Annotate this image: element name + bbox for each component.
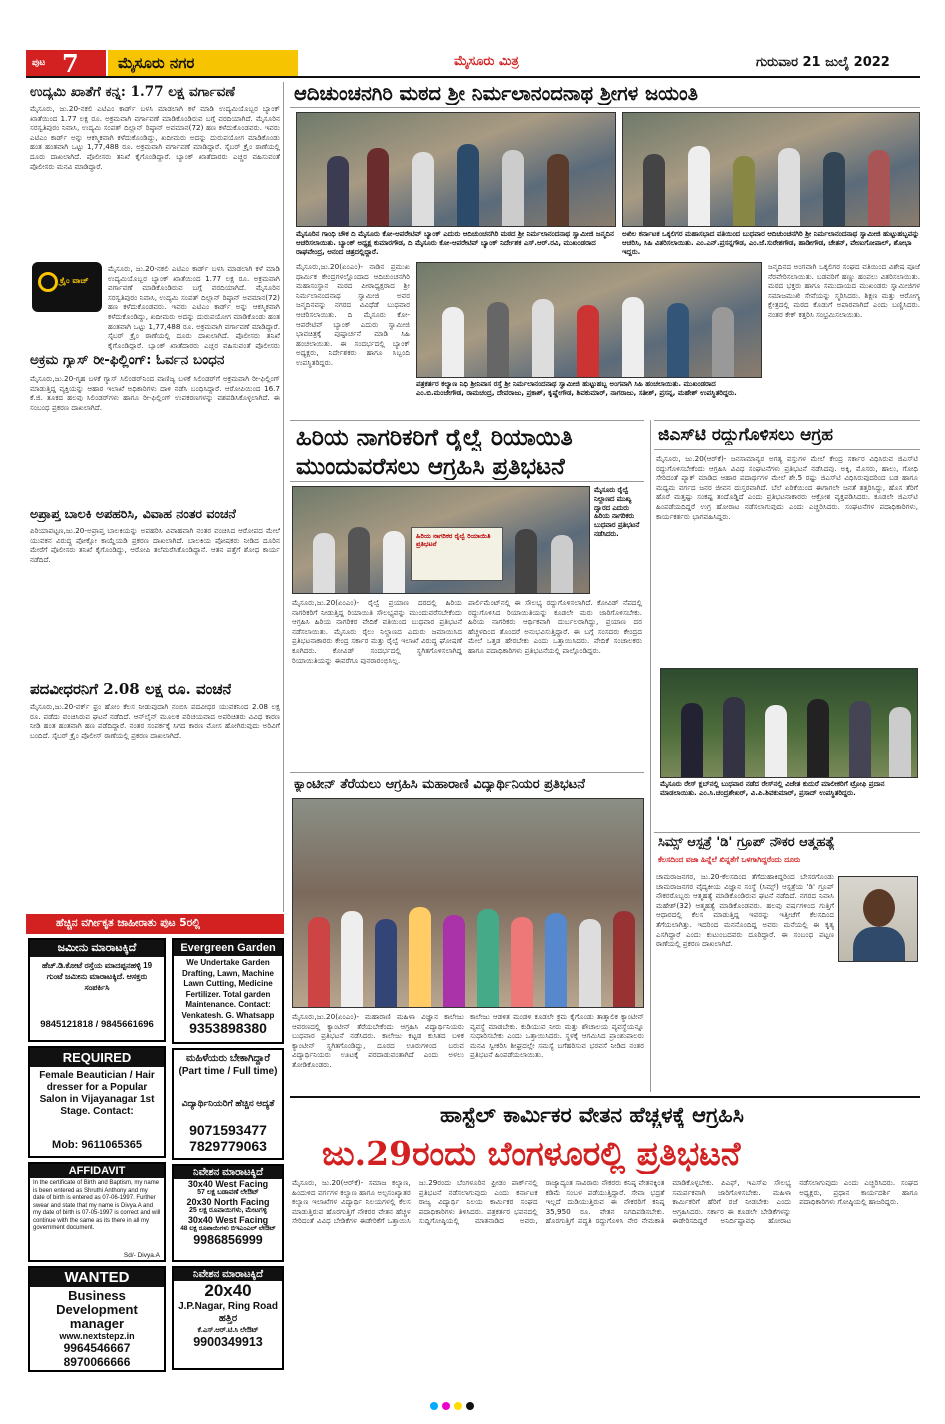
story-body: ಮೈಸೂರು,ಜು.20(ಏಂಎಂ)- ರೈಲ್ವೆ ಪ್ರಯಾಣ ದರದಲ್ಲಿ ಹಿರಿಯ ನಾಗರಿಕರಿಗೆ ನೀಡುತ್ತಿದ್ದ ರಿಯಾಯಿತಿ ಸೌಲಭ್ಯವನ್ನು ಮುಂದುವರೆಸಬೇಕೆಂದು ಆಗ್ರಹಿಸಿ ಹಿರಿಯ ನಾಗರಿಕರ ವೇದಿಕೆ ವತಿಯಿಂದ ಬುಧವಾರ ಪ್ರತಿಭಟನೆ ನಡೆಸಲಾಯಿತು. ಮೈಸೂರು ರೈಲು ನಿಲ್ದಾಣದ ಎದುರು ಜಮಾಯಿಸಿದ ಪ್ರತಿಭಟನಾಕಾರರು ಕೇಂದ್ರ ಸರ್ಕಾರ ಮತ್ತು ರೈಲ್ವೆ ಇಲಾಖೆ ವಿರುದ್ಧ ಘೋಷಣೆ ಕೂಗಿದರು. ಕೋವಿಡ್ ಸಂದರ್ಭದಲ್ಲಿ ಸ್ಥಗಿತಗೊಳಿಸಲಾಗಿದ್ದ ರಿಯಾಯಿತಿಯನ್ನು ಈವರೆಗೂ ಪುನರಾರಂಭಿಸಿಲ್ಲ. xyxy=(292,598,462,665)
ad-site-sale xyxy=(172,1164,284,1262)
photo-journalists-event xyxy=(416,262,762,378)
photo-side-caption: ಮೈಸೂರು ರೈಲ್ವೆ ನಿಲ್ದಾಣದ ಮುಖ್ಯ ದ್ವಾರದ ಎದುರು ಹಿರಿಯ ನಾಗರಿಕರು ಬುಧವಾರ ಪ್ರತಿಭಟನೆ ನಡೆಸಿದರು. xyxy=(594,486,640,538)
ad-title: ನಿವೇಶನ ಮಾರಾಟಕ್ಕಿದೆ xyxy=(174,1166,282,1179)
story-body: ಮೈಸೂರು, ಜು.20-ನಕಲಿ ಎಟಿಎಂ ಕಾರ್ಡ್ ಬಳಸಿ ಮಾಡಲಾಗಿ ಕಳೆ ಮಾಡಿ ಉದ್ಯಮಿಯೊಬ್ಬರ ಬ್ಯಾಂಕ್ ಖಾತೆಯಿಂದ 1.77 ಲಕ್ಷ ರೂ. ಅಕ್ರಮವಾಗಿ ವರ್ಗಾವಣೆ ಮಾಡಿಕೊಂಡಿರುವ ಬಗ್ಗೆ ವರದಿಯಾಗಿದೆ. ಮೈಸೂರಿನ ಸರಸ್ವತಿಪುರಂ ನಿವಾಸಿ, ಉದ್ಯಮಿ ಸಂಪತ್ ದಿಲ್ಲಾನ್ ರಿಷ್ಠಾನ್ ಅವಮಾನ(72) ಹಣ ಕಳೆದುಕೊಂಡವರು. ಇವರು ಎಟಿಎಂ ಕಾರ್ಡ್ ಅನ್ನು ಆಕಸ್ಮಿಕವಾಗಿ ಕಳೆದುಕೊಂಡಿದ್ದು, ಖದೀಮರು ಅದನ್ನು ದುರುಪಯೋಗ ಮಾಡಿಕೊಂಡು ಹಂತ ಹಂತವಾಗಿ ಒಟ್ಟು 1,77,488 ರೂ. ಅಕ್ರಮವಾಗಿ ವರ್ಗಾವಣೆ ಮಾಡಿದ್ದಾರೆ. ಸೈಬರ್ ಕ್ರೈಂ ಠಾಣೆಯಲ್ಲಿ ದೂರು ದಾಖಲಾಗಿದೆ. ಪೊಲೀಸರು ತನಿಖೆ ಕೈಗೊಂಡಿದ್ದಾರೆ. ಬ್ಯಾಂಕ್ ಖಾತೆದಾರರು ಎಚ್ಚರ ವಹಿಸುವಂತೆ ಪೊಲೀಸರು ಮನವಿ ಮಾಡಿದ್ದಾರೆ. xyxy=(30,104,280,171)
ad-evergreen-garden xyxy=(172,938,284,1044)
masthead xyxy=(26,50,920,78)
gst-headline: ಜಿಎಸ್‌ಟಿ ರದ್ದುಗೊಳಿಸಲು ಆಗ್ರಹ xyxy=(658,425,834,445)
story-body: ಪಾರ್ಲಿಮೆಂಟ್‌ನಲ್ಲಿ ಈ ಸೌಲಭ್ಯ ರದ್ದುಗೊಳಿಸಲಾಗಿದೆ. ಕೋವಿಡ್ ನೆಪದಲ್ಲಿ ರದ್ದುಗೊಳಿಸಿದ ರಿಯಾಯಿತಿಯನ್ನು ಕೂಡಲೇ ಮರು ಜಾರಿಗೊಳಿಸಬೇಕು. ಹಿರಿಯ ನಾಗರಿಕರು ಆರ್ಥಿಕವಾಗಿ ದುರ್ಬಲರಾಗಿದ್ದು, ಪ್ರಯಾಣ ದರ ಹೆಚ್ಚಳದಿಂದ ತೊಂದರೆ ಅನುಭವಿಸುತ್ತಿದ್ದಾರೆ. ಈ ಬಗ್ಗೆ ಸಂಸದರು ಕೇಂದ್ರದ ಮೇಲೆ ಒತ್ತಡ ಹೇರಬೇಕು ಎಂದು ಒತ್ತಾಯಿಸಿದರು. ವೇದಿಕೆ ಸಂಚಾಲಕರು ಹಾಗೂ ಪದಾಧಿಕಾರಿಗಳು ಪ್ರತಿಭಟನೆಯಲ್ಲಿ ಪಾಲ್ಗೊಂಡಿದ್ದರು. xyxy=(468,598,642,655)
ad-wanted-bdm xyxy=(28,1266,166,1372)
ad-text: J.P.Nagar, Ring Road ಹತ್ತಿರ xyxy=(178,1301,278,1324)
hostel-headline-box xyxy=(290,1096,920,1174)
ad-sign: Sd/- Divya.A xyxy=(123,1252,160,1259)
story-body: ಕಾಲೇಜು ಆಡಳಿತ ಮಂಡಳಿ ಕೂಡಲೇ ಕ್ರಮ ಕೈಗೊಂಡು ತಾತ್ಕಾಲಿಕ ಕ್ಯಾಂಟೀನ್ ವ್ಯವಸ್ಥೆ ಮಾಡಬೇಕು. ಕುಡಿಯುವ ನೀರು ಮತ್ತು ಶೌಚಾಲಯ ವ್ಯವಸ್ಥೆಯನ್ನೂ ಸುಧಾರಿಸಬೇಕು ಎಂದು ಒತ್ತಾಯಿಸಿದರು. ಸ್ಥಳಕ್ಕೆ ಆಗಮಿಸಿದ ಪ್ರಾಂಶುಪಾಲರು ಮನವಿ ಸ್ವೀಕರಿಸಿ ಶೀಘ್ರದಲ್ಲೇ ಸಮಸ್ಯೆ ಬಗೆಹರಿಸುವ ಭರವಸೆ ನೀಡಿದ ನಂತರ ಪ್ರತಿಭಟನೆ ಹಿಂಪಡೆಯಲಾಯಿತು. xyxy=(470,1012,644,1060)
hospital-headline: ಸಿಮ್ಸ್ ಆಸ್ಪತ್ರೆ 'ಡಿ' ಗ್ರೂಪ್ ನೌಕರ ಆತ್ಮಹತ್ಯೆ xyxy=(658,835,835,850)
ad-text: Female Beautician / Hair dresser for a Popular Salon in Vijayanagar 1st Stage. Contact: xyxy=(39,1070,155,1117)
paper-name: ಮೈಸೂರು ಮಿತ್ರ xyxy=(454,54,519,69)
photo-caption: ಪತ್ರಕರ್ತರ ಕಲ್ಯಾಣ ನಿಧಿ ಶ್ರೀನಿವಾಸ ರಸ್ತೆ ಶ್ರೀ ನಿರ್ಮಲಾನಂದನಾಥ ಸ್ವಾಮೀಜಿ ಹುಟ್ಟುಹಬ್ಬ ಅಂಗವಾಗಿ ಸಿಹಿ ಹಂಚಲಾಯಿತು. ಮುಖಂಡರಾದ ಎಂ.ಬಿ.ಮಂಜೇಗೌಡ, ರಾಮಚಂದ್ರ, ದೇವರಾಜು, ಪ್ರಕಾಶ್, ಕೃಷ್ಣೇಗೌಡ, ಶಿವಕುಮಾರ್, ನಾಗರಾಜು, ಸತೀಶ್, ಪ್ರಸನ್ನ, ಮಹೇಶ್ ಉಪಸ್ಥಿತರಿದ್ದರು. xyxy=(416,380,737,397)
protest-banner-text: ಹಿರಿಯ ನಾಗರಿಕರ ರೈಲ್ವೆ ರಿಯಾಯಿತಿ ಪ್ರತಿಭಟನೆ xyxy=(416,532,491,548)
protest-banner xyxy=(411,527,503,581)
ad-sub: ಕೆ.ಎಸ್.ಆರ್.ಟಿ.ಸಿ ಲೇಔಟ್ xyxy=(197,1327,259,1334)
story-headline: ಅಪ್ರಾಪ್ತ ಬಾಲಕಿ ಅಪಹರಿಸಿ, ವಿವಾಹ ನಂತರ ವಂಚನೆ xyxy=(30,506,236,521)
ad-title: WANTED xyxy=(30,1268,164,1287)
ad-title: Evergreen Garden xyxy=(174,940,282,956)
photo-vokkaligara-event xyxy=(622,112,920,227)
ad-title: ನಿವೇಶನ ಮಾರಾಟಕ್ಕಿದೆ xyxy=(174,1268,282,1281)
story-body: ಮೈಸೂರು, ಜು.20(ಆರ್‌ಕೆ)- ಸಮಾಜ ಕಲ್ಯಾಣ, ಹಿಂದುಳಿದ ವರ್ಗಗಳ ಕಲ್ಯಾಣ ಹಾಗೂ ಅಲ್ಪಸಂಖ್ಯಾತರ ಕಲ್ಯಾಣ ಇಲಾಖೆಗಳ ವಿದ್ಯಾರ್ಥಿ ನಿಲಯಗಳಲ್ಲಿ ಕೆಲಸ ಮಾಡುತ್ತಿರುವ ಹೊರಗುತ್ತಿಗೆ ನೌಕರರ ವೇತನ ಹೆಚ್ಚಳ ಸೇರಿದಂತೆ ವಿವಿಧ ಬೇಡಿಕೆಗಳ ಈಡೇರಿಕೆಗೆ ಒತ್ತಾಯಿಸಿ ಜು.29ರಂದು ಬೆಂಗಳೂರಿನ ಫ್ರೀಡಂ ಪಾರ್ಕ್‌ನಲ್ಲಿ ಪ್ರತಿಭಟನೆ ನಡೆಸಲಾಗುವುದು ಎಂದು ಕರ್ನಾಟಕ ರಾಜ್ಯ ವಿದ್ಯಾರ್ಥಿ ನಿಲಯ ಕಾರ್ಮಿಕರ ಸಂಘದ ಪದಾಧಿಕಾರಿಗಳು ತಿಳಿಸಿದರು. ಪತ್ರಕರ್ತರ ಭವನದಲ್ಲಿ ಸುದ್ದಿಗೋಷ್ಠಿಯಲ್ಲಿ ಮಾತನಾಡಿದ ಅವರು, ರಾಜ್ಯಾದ್ಯಂತ ಸಾವಿರಾರು ನೌಕರರು ಕನಿಷ್ಠ ವೇತನಕ್ಕಿಂತ ಕಡಿಮೆ ಸಂಬಳ ಪಡೆಯುತ್ತಿದ್ದಾರೆ. ಸೇವಾ ಭದ್ರತೆ ಇಲ್ಲದೆ ದುಡಿಯುತ್ತಿರುವ ಈ ನೌಕರರಿಗೆ ಕನಿಷ್ಠ 35,950 ರೂ. ವೇತನ ನಿಗದಿಪಡಿಸಬೇಕು. ಹೊರಗುತ್ತಿಗೆ ಪದ್ಧತಿ ರದ್ದುಗೊಳಿಸಿ ನೇರ ನೇಮಕಾತಿ ಮಾಡಿಕೊಳ್ಳಬೇಕು. ಪಿಎಫ್, ಇಎಸ್‌ಐ ಸೌಲಭ್ಯ ಸಮರ್ಪಕವಾಗಿ ಜಾರಿಗೊಳಿಸಬೇಕು. ಮಹಿಳಾ ಕಾರ್ಮಿಕರಿಗೆ ಹೆರಿಗೆ ರಜೆ ನೀಡಬೇಕು ಎಂದು ಆಗ್ರಹಿಸಿದರು. ಸರ್ಕಾರ ಈ ಕೂಡಲೇ ಬೇಡಿಕೆಗಳನ್ನು ಈಡೇರಿಸದಿದ್ದರೆ ಅನಿರ್ದಿಷ್ಟಾವಧಿ ಹೋರಾಟ ನಡೆಸಲಾಗುವುದು ಎಂದು ಎಚ್ಚರಿಸಿದರು. ಸಂಘದ ಅಧ್ಯಕ್ಷರು, ಪ್ರಧಾನ ಕಾರ್ಯದರ್ಶಿ ಹಾಗೂ ಪದಾಧಿಕಾರಿಗಳು ಗೋಷ್ಠಿಯಲ್ಲಿ ಹಾಜರಿದ್ದರು. xyxy=(292,1178,918,1226)
classifieds-banner-text: ಹೆಚ್ಚಿನ ವರ್ಗೀಕೃತ ಜಾಹೀರಾತು ಪುಟ 5ರಲ್ಲಿ xyxy=(56,917,201,929)
railway-headline-box xyxy=(290,420,644,482)
ad-phone: 8970066666 xyxy=(63,1355,131,1369)
ad-required-beautician xyxy=(28,1046,166,1158)
ad-text: ಹೆಚ್.ಡಿ.ಕೋಟೆ ರಸ್ತೆಯ ಮಾದಪ್ಪನಹಳ್ಳಿ 19 ಗುಂಟೆ ಜಮೀನು ಮಾರಾಟಕ್ಕಿದೆ. ಆಸಕ್ತರು ಸಂಪರ್ಕಿಸಿ xyxy=(41,961,153,992)
ad-text: We Undertake Garden Drafting, Lawn, Machine Lawn Cutting, Medicine Fertilizer. Total garden Maintenance. Contact: Venkatesh. G. Whatsapp xyxy=(181,958,275,1020)
story-body: ಮೈಸೂರು,ಜು.20-ಗೃಹ ಬಳಕೆ ಗ್ಯಾಸ್ ಸಿಲಿಂಡರ್‌ನಿಂದ ವಾಣಿಜ್ಯ ಬಳಕೆ ಸಿಲಿಂಡರ್‌ಗೆ ಅಕ್ರಮವಾಗಿ ರೀ-ಫಿಲ್ಲಿಂಗ್ ಮಾಡುತ್ತಿದ್ದ ವ್ಯಕ್ತಿಯನ್ನು ಆಹಾರ ಇಲಾಖೆ ಅಧಿಕಾರಿಗಳು ದಾಳಿ ನಡೆಸಿ ಬಂಧಿಸಿದ್ದಾರೆ. ಆರೋಪಿಯಿಂದ 16.7 ಕೆ.ಜಿ. ತೂಕದ ಹಲವು ಸಿಲಿಂಡರ್‌ಗಳು ಹಾಗೂ ರೀ-ಫಿಲ್ಲಿಂಗ್ ಉಪಕರಣಗಳನ್ನು ವಶಪಡಿಸಿಕೊಳ್ಳಲಾಗಿದೆ. ಈ ಸಂಬಂಧ ಪ್ರಕರಣ ದಾಖಲಾಗಿದೆ. xyxy=(30,374,280,412)
ad-line: 57 ಲಕ್ಷ ಬಡಾವಣೆ ಲೇಔಟ್ xyxy=(197,1189,259,1196)
photo-bank-event xyxy=(296,112,616,227)
canteen-headline: ಕ್ಯಾಂಟೀನ್ ತೆರೆಯಲು ಆಗ್ರಹಿಸಿ ಮಹಾರಾಣಿ ವಿದ್ಯಾರ್ಥಿನಿಯರ ಪ್ರತಿಭಟನೆ xyxy=(294,777,586,792)
issue-date: ಗುರುವಾರ 21 ಜುಲೈ 2022 xyxy=(756,55,890,70)
column-divider xyxy=(650,420,651,1092)
photo-race-club-trophy xyxy=(660,668,918,778)
story-headline: ಉದ್ಯಮಿ ಖಾತೆಗೆ ಕನ್ನ: 1.77 ಲಕ್ಷ ವರ್ಗಾವಣೆ xyxy=(30,84,236,100)
hospital-headline-box xyxy=(654,832,920,870)
ad-text: In the certificate of Birth and Baptism, my name is been entered as Shruthi Anthony and my date of birth is entered as 07-06-1997. Further swear and state that my name is Divya.A and my date of birth is 07-05-1997 is correct and will continue with the same as its there in all my government document. xyxy=(33,1180,161,1231)
ad-phone: 7829779063 xyxy=(189,1138,267,1154)
ad-line: 48 ಲಕ್ಷ ರೂಪಾಯಿಗಳು ಬಿಇಎಂಎಲ್ ಲೇಔಟ್ xyxy=(180,1225,276,1232)
photo-students-protest xyxy=(292,798,644,1008)
story-body: ಮೈಸೂರು,ಜು.20-ವರ್ಕ್ ಫ್ರಂ ಹೋಂ ಕೆಲಸ ನೀಡುವುದಾಗಿ ನಂಬಿಸಿ ಪದವೀಧರ ಯುವಕನಿಂದ 2.08 ಲಕ್ಷ ರೂ. ಪಡೆದು ವಂಚಿಸಿರುವ ಘಟನೆ ನಡೆದಿದೆ. ಆನ್‌ಲೈನ್ ಮೂಲಕ ಪರಿಚಯವಾದ ಅಪರಿಚಿತರು ವಿವಿಧ ಕಾರಣ ನೀಡಿ ಹಂತ ಹಂತವಾಗಿ ಹಣ ಪಡೆದಿದ್ದಾರೆ. ನಂತರ ಸಂಪರ್ಕಕ್ಕೆ ಸಿಗದ ಕಾರಣ ಮೋಸ ಹೋಗಿರುವುದು ಅರಿವಿಗೆ ಬಂದಿದೆ. ಸೈಬರ್ ಕ್ರೈಂ ಪೊಲೀಸ್ ಠಾಣೆಯಲ್ಲಿ ಪ್ರಕರಣ ದಾಖಲಾಗಿದೆ. xyxy=(30,702,280,740)
story-body: ಮೈಸೂರು,ಜು.20(ಏಂಎಂ)- ಮಹಾರಾಣಿ ಮಹಿಳಾ ವಿಜ್ಞಾನ ಕಾಲೇಜು ಆವರಣದಲ್ಲಿ ಕ್ಯಾಂಟೀನ್ ತೆರೆಯಬೇಕೆಂದು ಆಗ್ರಹಿಸಿ ವಿದ್ಯಾರ್ಥಿನಿಯರು ಬುಧವಾರ ಪ್ರತಿಭಟನೆ ನಡೆಸಿದರು. ಕಾಲೇಜು ಕಟ್ಟಡ ಕುಸಿತದ ಬಳಿಕ ಕ್ಯಾಂಟೀನ್ ಸ್ಥಗಿತಗೊಂಡಿದ್ದು, ದೂರದ ಊರುಗಳಿಂದ ಬರುವ ವಿದ್ಯಾರ್ಥಿನಿಯರು ಊಟಕ್ಕೆ ಪರದಾಡುವಂತಾಗಿದೆ ಎಂದು ಅಳಲು ತೋಡಿಕೊಂಡರು. xyxy=(292,1012,464,1069)
railway-headline: ಹಿರಿಯ ನಾಗರಿಕರಿಗೆ ರೈಲ್ವೆ ರಿಯಾಯಿತಿ xyxy=(296,424,573,451)
photo-deceased-portrait xyxy=(838,876,918,962)
ad-title: AFFIDAVIT xyxy=(30,1164,164,1178)
story-headline: ಪದವೀಧರನಿಗೆ 2.08 ಲಕ್ಷ ರೂ. ವಂಚನೆ xyxy=(30,680,232,698)
section-title-text: ಮೈಸೂರು ನಗರ xyxy=(118,54,195,72)
hospital-subhead: ಕೆಲಸದಿಂದ ವಜಾ ಹಿನ್ನೆಲೆ ಖಿನ್ನತೆಗೆ ಒಳಗಾಗಿದ್ದರೆಂದು ದೂರು xyxy=(658,855,801,864)
story-body: ಜನ್ಮದಿನದ ಅಂಗವಾಗಿ ಒಕ್ಕಲಿಗರ ಸಂಘದ ವತಿಯಿಂದ ವಿಶೇಷ ಪೂಜೆ ನೆರವೇರಿಸಲಾಯಿತು. ಬಡವರಿಗೆ ಹಣ್ಣು ಹಂಪಲು ವಿತರಿಸಲಾಯಿತು. ಮಠದ ಭಕ್ತರು ಹಾಗೂ ಸಮುದಾಯದ ಮುಖಂಡರು ಸ್ವಾಮೀಜಿಗಳ ಸಮಾಜಮುಖಿ ಸೇವೆಯನ್ನು ಸ್ಮರಿಸಿದರು. ಶಿಕ್ಷಣ ಮತ್ತು ಆರೋಗ್ಯ ಕ್ಷೇತ್ರದಲ್ಲಿ ಮಠದ ಕೊಡುಗೆ ಅಪಾರವಾಗಿದೆ ಎಂದು ಬಣ್ಣಿಸಿದರು. ನಂತರ ಕೇಕ್ ಕತ್ತರಿಸಿ ಸಂಭ್ರಮಿಸಲಾಯಿತು. xyxy=(768,262,920,319)
ad-site-jpnagar xyxy=(172,1266,284,1370)
left-news-column xyxy=(26,82,284,912)
ad-phone: Mob: 9611065365 xyxy=(52,1139,142,1151)
ad-text: ವಿದ್ಯಾರ್ಥಿನಿಯರಿಗೆ ಹೆಚ್ಚಿನ ಆದ್ಯತೆ xyxy=(181,1098,275,1108)
gst-headline-box xyxy=(654,420,920,450)
main-headline: ಆದಿಚುಂಚನಗಿರಿ ಮಠದ ಶ್ರೀ ನಿರ್ಮಲಾನಂದನಾಥ ಶ್ರೀಗಳ ಜಯಂತಿ xyxy=(294,82,698,105)
classifieds-banner xyxy=(26,914,284,934)
ad-title: ಮಹಿಳೆಯರು ಬೇಕಾಗಿದ್ದಾರೆ (Part time / Full time) xyxy=(178,1053,278,1077)
hostel-headline-red: ಜು.29ರಂದು ಬೆಂಗಳೂರಲ್ಲಿ ಪ್ರತಿಭಟನೆ xyxy=(322,1134,741,1173)
ad-phone: 9900349913 xyxy=(193,1335,263,1349)
ad-line: 25 ಲಕ್ಷ ರೂಪಾಯಿಗಳು, ಮೇಟಗಳ್ಳಿ xyxy=(189,1207,267,1214)
ad-title: REQUIRED xyxy=(30,1048,164,1067)
story-body: ಮೈಸೂರು, ಜು.20(ಆರ್‌ಕೆ)- ಜನಸಾಮಾನ್ಯರ ಅಗತ್ಯ ವಸ್ತುಗಳ ಮೇಲೆ ಕೇಂದ್ರ ಸರ್ಕಾರ ವಿಧಿಸಿರುವ ಜಿಎಸ್‌ಟಿ ರದ್ದುಗೊಳಿಸಬೇಕೆಂದು ಆಗ್ರಹಿಸಿ ವಿವಿಧ ಸಂಘಟನೆಗಳು ಪ್ರತಿಭಟನೆ ನಡೆಸಿದವು. ಅಕ್ಕಿ, ಮೊಸರು, ಹಾಲು, ಗೋಧಿ ಸೇರಿದಂತೆ ಪ್ಯಾಕ್ ಮಾಡಿದ ಆಹಾರ ಪದಾರ್ಥಗಳ ಮೇಲೆ ಶೇ.5 ರಷ್ಟು ಜಿಎಸ್‌ಟಿ ವಿಧಿಸಿರುವುದರಿಂದ ಬಡ ಹಾಗೂ ಮಧ್ಯಮ ವರ್ಗದ ಜನರ ಜೀವನ ದುಸ್ತರವಾಗಿದೆ. ಬೆಲೆ ಏರಿಕೆಯಿಂದ ಈಗಾಗಲೇ ಜನತೆ ತತ್ತರಿಸಿದ್ದು, ಹೊಸ ತೆರಿಗೆ ಹೊರೆ ಮತ್ತಷ್ಟು ಸಂಕಷ್ಟ ತಂದೊಡ್ಡಿದೆ ಎಂದು ಪ್ರತಿಭಟನಾಕಾರರು ಆಕ್ರೋಶ ವ್ಯಕ್ತಪಡಿಸಿದರು. ಕೂಡಲೇ ಜಿಎಸ್‌ಟಿ ಹಿಂಪಡೆಯದಿದ್ದರೆ ಉಗ್ರ ಹೋರಾಟ ನಡೆಸಲಾಗುವುದು ಎಂದು ಎಚ್ಚರಿಸಿದರು. ಸಂಘಟನೆಗಳ ಪದಾಧಿಕಾರಿಗಳು, ಕಾರ್ಯಕರ್ತರು ಭಾಗವಹಿಸಿದ್ದರು. xyxy=(656,454,918,521)
ad-phone: 9986856999 xyxy=(193,1233,263,1247)
ad-land-sale xyxy=(28,938,166,1042)
photo-caption: ಮೈಸೂರಿನ ಗಾಂಧಿ ಚೌಕ ದಿ ಮೈಸೂರು ಕೋ-ಆಪರೇಟಿವ್ ಬ್ಯಾಂಕ್ ಎದುರು ಆದಿಚುಂಚನಗಿರಿ ಮಠದ ಶ್ರೀ ನಿರ್ಮಲಾನಂದನಾಥ ಸ್ವಾಮೀಜಿ ಜನ್ಮದಿನ ಆಚರಿಸಲಾಯಿತು. ಬ್ಯಾಂಕ್ ಅಧ್ಯಕ್ಷ ಕುಮಾರಗೌಡ, ದಿ ಮೈಸೂರು ಕೋ-ಆಪರೇಟಿವ್ ಬ್ಯಾಂಕ್ ನಿರ್ದೇಶಕ ಎಸ್.ಆರ್.ರವಿ, ಮುಖಂಡರಾದ ರಾಘವೇಂದ್ರ, ಆನಂದ ಚಿತ್ರದಲ್ಲಿದ್ದಾರೆ. xyxy=(296,230,614,256)
canteen-headline-box xyxy=(290,772,644,796)
story-body: ಪಿರಿಯಾಪಟ್ಟಣ,ಜು.20-ಅಪ್ರಾಪ್ತ ಬಾಲಕಿಯನ್ನು ಅಪಹರಿಸಿ ವಿವಾಹವಾಗಿ ನಂತರ ವಂಚಿಸಿದ ಆರೋಪದ ಮೇಲೆ ಯುವಕನ ವಿರುದ್ಧ ಪೋಕ್ಸೋ ಕಾಯ್ದೆಯಡಿ ಪ್ರಕರಣ ದಾಖಲಾಗಿದೆ. ಬಾಲಕಿಯ ಪೋಷಕರು ನೀಡಿದ ದೂರಿನ ಮೇರೆಗೆ ಪೊಲೀಸರು ತನಿಖೆ ಕೈಗೊಂಡಿದ್ದು, ಆರೋಪಿ ತಲೆಮರೆಸಿಕೊಂಡಿದ್ದಾನೆ. ಆತನ ಪತ್ತೆಗೆ ಶೋಧ ಕಾರ್ಯ ನಡೆದಿದೆ. xyxy=(30,526,280,564)
page-label: ಪುಟ xyxy=(32,58,46,68)
ad-line: 30x40 West Facing xyxy=(187,1179,269,1189)
ad-phone: 9964546667 xyxy=(63,1341,131,1355)
ad-affidavit xyxy=(28,1162,166,1262)
ad-phone: 9845121818 / 9845661696 xyxy=(40,1019,154,1030)
railway-headline: ಮುಂದುವರೆಸಲು ಆಗ್ರಹಿಸಿ ಪ್ರತಿಭಟನೆ xyxy=(296,453,565,480)
ad-size: 20x40 xyxy=(204,1281,252,1300)
ad-phone: 9353898380 xyxy=(189,1020,267,1036)
section-title xyxy=(108,50,298,76)
ad-text: Business Development manager xyxy=(56,1288,138,1331)
ad-title: ಜಮೀನು ಮಾರಾಟಕ್ಕಿದೆ xyxy=(30,940,164,957)
page-number-tab xyxy=(26,50,106,76)
crime-badge-text: ಕ್ರೈಂ ವಾಚ್ xyxy=(60,276,89,285)
photo-railway-protest xyxy=(292,486,590,594)
ad-line: 20x30 North Facing xyxy=(186,1197,270,1207)
ad-phone: 9071593477 xyxy=(189,1122,267,1138)
page-number: 7 xyxy=(62,49,79,78)
main-headline-bar xyxy=(290,80,920,108)
ad-line: 30x40 West Facing xyxy=(187,1215,269,1225)
story-headline: ಅಕ್ರಮ ಗ್ಯಾಸ್ ರೀ-ಫಿಲ್ಲಿಂಗ್: ಓರ್ವನ ಬಂಧನ xyxy=(30,352,225,368)
print-registration-marks xyxy=(430,1402,520,1412)
hostel-headline: ಹಾಸ್ಟೆಲ್ ಕಾರ್ಮಿಕರ ವೇತನ ಹೆಚ್ಚಳಕ್ಕೆ ಆಗ್ರಹಿಸಿ xyxy=(440,1102,744,1127)
ad-website: www.nextstepz.in xyxy=(59,1331,135,1341)
story-body: ಚಾಮರಾಜನಗರ, ಜು.20-ಕೆಲಸದಿಂದ ತೆಗೆದುಹಾಕಿದ್ದರಿಂದ ಬೇಸರಗೊಂಡು ಚಾಮರಾಜನಗರ ವೈದ್ಯಕೀಯ ವಿಜ್ಞಾನ ಸಂಸ್ಥೆ (ಸಿಮ್ಸ್) ಆಸ್ಪತ್ರೆಯ 'ಡಿ' ಗ್ರೂಪ್ ನೌಕರರೊಬ್ಬರು ಆತ್ಮಹತ್ಯೆ ಮಾಡಿಕೊಂಡಿರುವ ಘಟನೆ ನಡೆದಿದೆ. ನಗರದ ನಿವಾಸಿ ಮಹೇಶ್(32) ಆತ್ಮಹತ್ಯೆ ಮಾಡಿಕೊಂಡವರು. ಹಲವು ವರ್ಷಗಳಿಂದ ಗುತ್ತಿಗೆ ಆಧಾರದಲ್ಲಿ ಕೆಲಸ ಮಾಡುತ್ತಿದ್ದ ಇವರನ್ನು ಇತ್ತೀಚೆಗೆ ಕೆಲಸದಿಂದ ತೆಗೆಯಲಾಗಿತ್ತು. ಇದರಿಂದ ಮನನೊಂದಿದ್ದ ಅವರು ಮನೆಯಲ್ಲಿ ಈ ಕೃತ್ಯ ಎಸಗಿದ್ದಾರೆ ಎಂದು ಕುಟುಂಬದವರು ದೂರಿದ್ದಾರೆ. ಈ ಸಂಬಂಧ ಪಟ್ಟಣ ಠಾಣೆಯಲ್ಲಿ ಪ್ರಕರಣ ದಾಖಲಾಗಿದೆ. xyxy=(656,872,834,949)
ad-women-wanted xyxy=(172,1048,284,1160)
photo-caption: ಅಖಿಲ ಕರ್ನಾಟಕ ಒಕ್ಕಲಿಗರ ಮಹಾಸಭಾದ ವತಿಯಿಂದ ಬುಧವಾರ ಆದಿಚುಂಚನಗಿರಿ ಶ್ರೀ ನಿರ್ಮಲಾನಂದನಾಥ ಸ್ವಾಮೀಜಿ ಹುಟ್ಟುಹಬ್ಬವನ್ನು ಆಚರಿಸಿ, ಸಿಹಿ ವಿತರಿಸಲಾಯಿತು. ಎಂ.ಎನ್.ಪ್ರಸನ್ನಗೌಡ, ಎಂ.ಜೆ.ಸುರೇಶಗೌಡ, ಹಾಡೀಗೌಡ, ಚೇತನ್, ವೇಣುಗೋಪಾಲ್, ಶೋಭಾ ಇದ್ದರು. xyxy=(622,230,920,256)
handcuff-icon xyxy=(38,272,58,292)
crime-watch-badge xyxy=(32,262,102,312)
story-body: ಮೈಸೂರು,ಜು.20(ಏಂಎಂ)- ನಾಡಿನ ಪ್ರಮುಖ ಧಾರ್ಮಿಕ ಕೇಂದ್ರಗಳಲ್ಲೊಂದಾದ ಆದಿಚುಂಚನಗಿರಿ ಮಹಾಸಂಸ್ಥಾನ ಮಠದ ಪೀಠಾಧ್ಯಕ್ಷರಾದ ಶ್ರೀ ನಿರ್ಮಲಾನಂದನಾಥ ಸ್ವಾಮೀಜಿ ಅವರ ಜನ್ಮದಿನವನ್ನು ನಗರದ ವಿವಿಧೆಡೆ ಬುಧವಾರ ಆಚರಿಸಲಾಯಿತು. ದಿ ಮೈಸೂರು ಕೋ-ಆಪರೇಟಿವ್ ಬ್ಯಾಂಕ್ ಎದುರು ಸ್ವಾಮೀಜಿ ಭಾವಚಿತ್ರಕ್ಕೆ ಪುಷ್ಪಾರ್ಚನೆ ಮಾಡಿ ಸಿಹಿ ಹಂಚಲಾಯಿತು. ಈ ಸಂದರ್ಭದಲ್ಲಿ ಬ್ಯಾಂಕ್ ಅಧ್ಯಕ್ಷರು, ನಿರ್ದೇಶಕರು ಹಾಗೂ ಸಿಬ್ಬಂದಿ ಉಪಸ್ಥಿತರಿದ್ದರು. xyxy=(296,262,410,367)
story-body: ಮೈಸೂರು, ಜು.20-ನಕಲಿ ಎಟಿಎಂ ಕಾರ್ಡ್ ಬಳಸಿ ಮಾಡಲಾಗಿ ಕಳೆ ಮಾಡಿ ಉದ್ಯಮಿಯೊಬ್ಬರ ಬ್ಯಾಂಕ್ ಖಾತೆಯಿಂದ 1.77 ಲಕ್ಷ ರೂ. ಅಕ್ರಮವಾಗಿ ವರ್ಗಾವಣೆ ಮಾಡಿಕೊಂಡಿರುವ ಬಗ್ಗೆ ವರದಿಯಾಗಿದೆ. ಮೈಸೂರಿನ ಸರಸ್ವತಿಪುರಂ ನಿವಾಸಿ, ಉದ್ಯಮಿ ಸಂಪತ್ ದಿಲ್ಲಾನ್ ರಿಷ್ಠಾನ್ ಅವಮಾನ(72) ಹಣ ಕಳೆದುಕೊಂಡವರು. ಇವರು ಎಟಿಎಂ ಕಾರ್ಡ್ ಅನ್ನು ಆಕಸ್ಮಿಕವಾಗಿ ಕಳೆದುಕೊಂಡಿದ್ದು, ಖದೀಮರು ಅದನ್ನು ದುರುಪಯೋಗ ಮಾಡಿಕೊಂಡು ಹಂತ ಹಂತವಾಗಿ ಒಟ್ಟು 1,77,488 ರೂ. ಅಕ್ರಮವಾಗಿ ವರ್ಗಾವಣೆ ಮಾಡಿದ್ದಾರೆ. ಸೈಬರ್ ಕ್ರೈಂ ಠಾಣೆಯಲ್ಲಿ ದೂರು ದಾಖಲಾಗಿದೆ. ಪೊಲೀಸರು ತನಿಖೆ ಕೈಗೊಂಡಿದ್ದಾರೆ. ಬ್ಯಾಂಕ್ ಖಾತೆದಾರರು ಎಚ್ಚರ ವಹಿಸುವಂತೆ ಪೊಲೀಸರು xyxy=(108,264,280,350)
photo-caption: ಮೈಸೂರು ರೇಸ್ ಕ್ಲಬ್‌ನಲ್ಲಿ ಬುಧವಾರ ನಡೆದ ರೇಸ್‌ನಲ್ಲಿ ವಿಜೇತ ಕುದುರೆ ಮಾಲೀಕರಿಗೆ ಟ್ರೋಫಿ ಪ್ರದಾನ ಮಾಡಲಾಯಿತು. ಎಂ.ಸಿ.ಚಂದ್ರಶೇಖರ್, ವಿ.ಪಿ.ಶಿವಕುಮಾರ್, ಪ್ರಸಾದ್ ಉಪಸ್ಥಿತರಿದ್ದರು. xyxy=(660,780,885,797)
